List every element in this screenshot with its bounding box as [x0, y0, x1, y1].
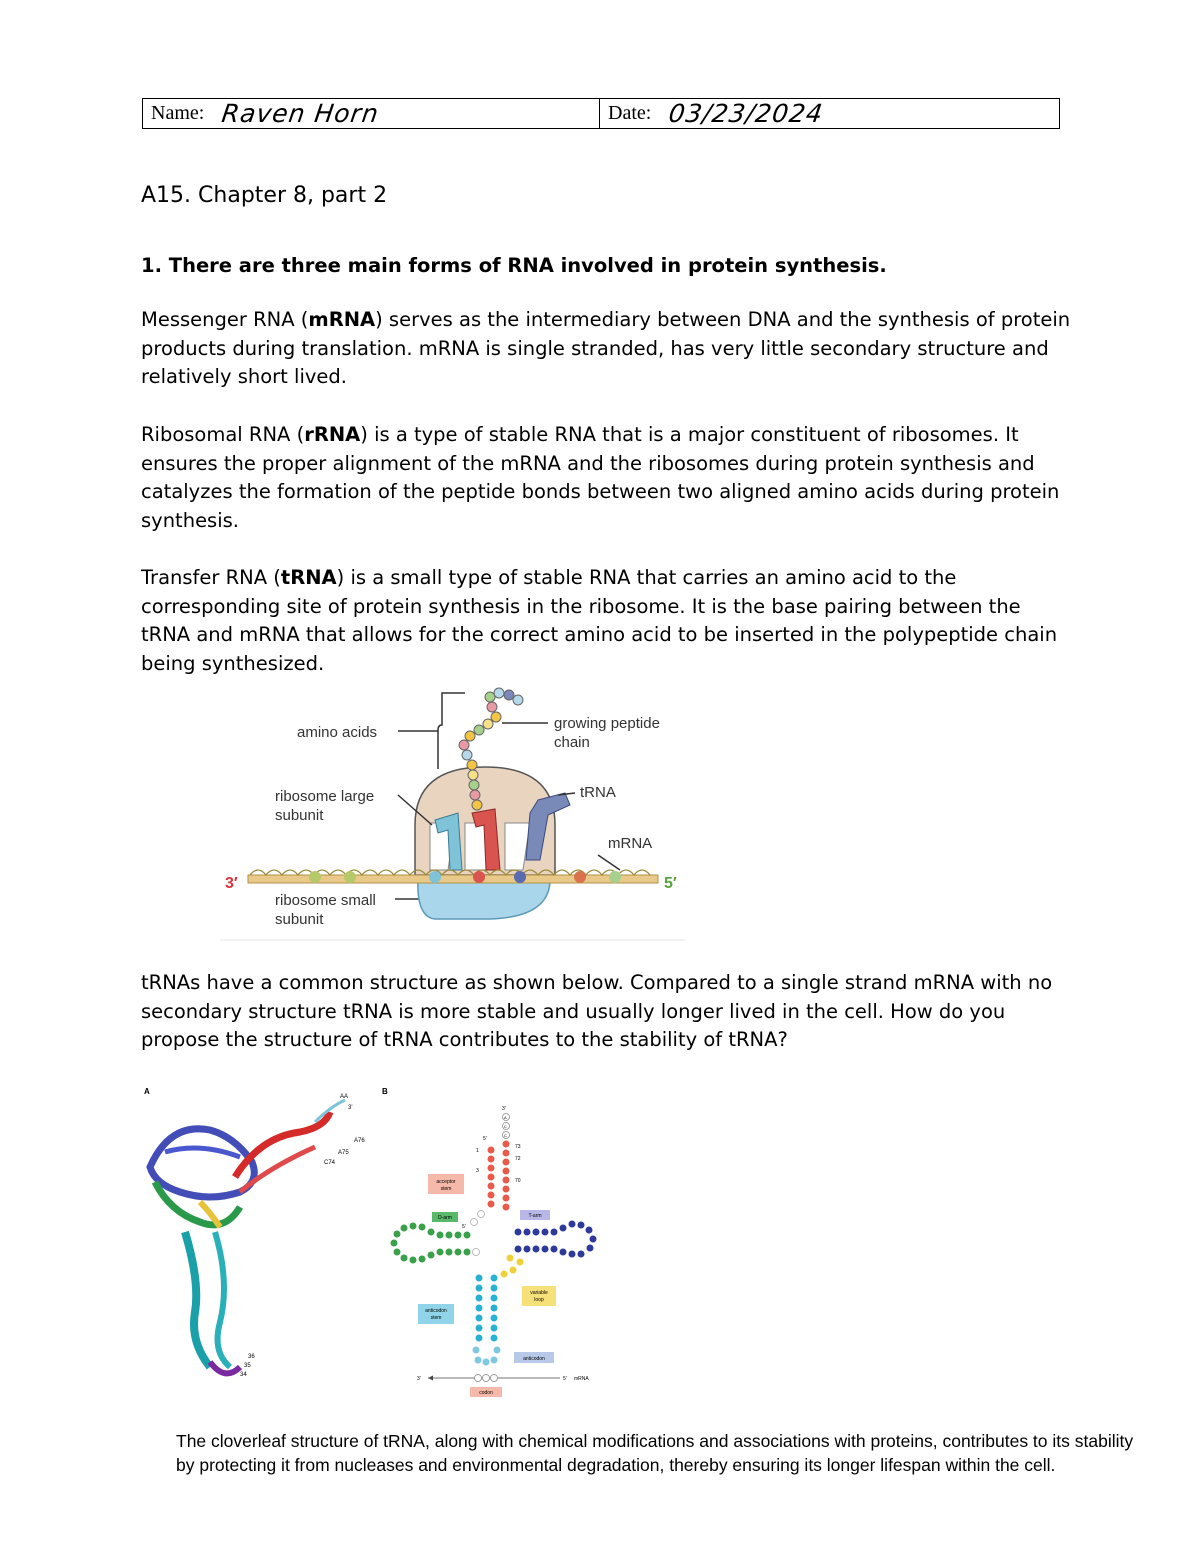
base: [476, 1315, 483, 1322]
label-n73: 73: [515, 1144, 521, 1150]
mrna-paragraph: [141, 306, 1071, 392]
base: [578, 1251, 585, 1258]
base: [401, 1225, 408, 1232]
aa-bead: [469, 780, 479, 790]
variable-loop-tag: [522, 1286, 556, 1306]
base: [542, 1246, 549, 1253]
label-34: 34: [240, 1372, 247, 1378]
anticodon-stem-tag: [418, 1304, 454, 1324]
base: [542, 1229, 549, 1236]
label-a76: A76: [354, 1138, 365, 1144]
acceptor-stem: [488, 1141, 510, 1211]
base: [491, 1357, 498, 1364]
label-mrna: mRNA: [608, 835, 653, 852]
structure-question: tRNAs have a common structure as shown below. Compared to a single strand mRNA with no secondary structure tRNA is more stable and usually longer lived in the cell. How do you propose the structure of tRNA contributes to the stability of tRNA?: [141, 971, 1053, 1052]
base: [437, 1232, 444, 1239]
base: [471, 1219, 478, 1226]
leader-line: [598, 855, 620, 870]
base: [476, 1305, 483, 1312]
base: [488, 1147, 495, 1154]
aa-bead: [462, 750, 472, 760]
base: [551, 1246, 558, 1253]
trna-post: ) is a small type of stable RNA that carries an amino acid to the corresponding site of protein synthesis in the ribosome. It is the base pairing between the tRNA and mRNA that allows for the correct amino acid to be inserted in the polypeptide chain being synthesized.: [141, 566, 1058, 675]
base: [533, 1229, 540, 1236]
label-mrna-3: 3': [417, 1376, 421, 1382]
base: [569, 1251, 576, 1258]
base: [488, 1201, 495, 1208]
base: [455, 1232, 462, 1239]
ribbon-strand: [215, 1232, 230, 1367]
label-large-2: subunit: [275, 807, 324, 824]
base: [464, 1249, 471, 1256]
leader-line: [558, 793, 575, 795]
base: [428, 1252, 435, 1259]
aa-bead: [472, 800, 482, 810]
base: [494, 1347, 501, 1354]
base: [437, 1249, 444, 1256]
base: [533, 1246, 540, 1253]
label-n70: 70: [515, 1178, 521, 1184]
label-aa: AA: [340, 1094, 349, 1100]
codon-bump: [309, 871, 321, 883]
base: [428, 1229, 435, 1236]
base: [586, 1227, 593, 1234]
label-acceptor-2: stem: [440, 1186, 452, 1192]
label-acceptor-1: acceptor: [436, 1179, 456, 1185]
assignment-title: A15. Chapter 8, part 2: [141, 183, 388, 208]
base: [503, 1195, 510, 1202]
base: [491, 1285, 498, 1292]
base: [503, 1159, 510, 1166]
mrna-pre: Messenger RNA (: [141, 308, 309, 331]
mrna-abbr: mRNA: [308, 308, 376, 331]
date-cell: [600, 99, 1059, 128]
base: [473, 1249, 480, 1256]
aa-bead: [504, 690, 514, 700]
label-n72: 72: [515, 1156, 521, 1162]
base: [488, 1192, 495, 1199]
base: [560, 1249, 567, 1256]
anticodon-stem: [473, 1275, 501, 1366]
base: [491, 1305, 498, 1312]
base: [491, 1335, 498, 1342]
label-5prime-left: 5': [462, 1224, 466, 1230]
base: [419, 1256, 426, 1263]
rrna-pre: Ribosomal RNA (: [141, 423, 305, 446]
base: [488, 1183, 495, 1190]
aa-bead: [491, 712, 501, 722]
trna-paragraph: [141, 564, 1071, 678]
base: [491, 1295, 498, 1302]
base: [578, 1222, 585, 1229]
base: [391, 1240, 398, 1247]
trna-abbr: tRNA: [280, 566, 337, 589]
label-large-1: ribosome large: [275, 788, 375, 805]
base: [401, 1255, 408, 1262]
amino-acids-bracket: [438, 693, 465, 769]
aa-bead: [494, 688, 504, 698]
codon-bump: [609, 871, 621, 883]
label-35: 35: [244, 1363, 251, 1369]
base: [524, 1229, 531, 1236]
base: [491, 1315, 498, 1322]
base: [446, 1232, 453, 1239]
base: [478, 1211, 485, 1218]
aa-bead: [459, 740, 469, 750]
aa-bead: [513, 695, 523, 705]
codon-base: [491, 1375, 498, 1382]
base: [551, 1229, 558, 1236]
label-small-2: subunit: [275, 911, 324, 928]
base: [446, 1249, 453, 1256]
label-3prime-a: 3': [348, 1105, 353, 1111]
panel-b-label: B: [382, 1087, 388, 1096]
d-arm: [391, 1223, 480, 1264]
translation-diagram: [220, 685, 690, 945]
base: [476, 1335, 483, 1342]
label-small-1: ribosome small: [275, 892, 376, 909]
base-c1: C: [504, 1124, 507, 1129]
label-c74: C74: [324, 1160, 336, 1166]
base: [488, 1156, 495, 1163]
base: [503, 1150, 510, 1157]
base: [488, 1174, 495, 1181]
trna-cloverleaf: [391, 1106, 597, 1397]
date-label: Date:: [608, 102, 652, 124]
base: [569, 1221, 576, 1228]
base: [515, 1229, 522, 1236]
label-3prime-top: 3': [502, 1106, 506, 1112]
name-date-table: [142, 98, 1060, 129]
aa-bead: [465, 731, 475, 741]
label-three-prime: 3′: [225, 875, 238, 892]
base: [488, 1165, 495, 1172]
trna-3d-model: [150, 1094, 365, 1378]
base: [483, 1359, 490, 1366]
label-anticodon: anticodon: [523, 1356, 545, 1362]
label-anticodon-stem-1: anticodon: [425, 1308, 447, 1314]
aa-bead: [487, 702, 497, 712]
base: [503, 1186, 510, 1193]
variable-loop: [501, 1255, 524, 1278]
label-trna: tRNA: [580, 784, 616, 801]
name-label: Name:: [151, 102, 205, 124]
label-five-prime: 5′: [664, 875, 677, 892]
label-5prime-top: 5': [483, 1136, 487, 1142]
label-variable-1: variable: [530, 1290, 548, 1296]
base: [587, 1245, 594, 1252]
label-mrna: mRNA: [574, 1376, 589, 1382]
codon-bump: [473, 871, 485, 883]
base: [476, 1325, 483, 1332]
base: [560, 1225, 567, 1232]
label-d-arm: D-arm: [438, 1215, 452, 1221]
codon-bump: [344, 871, 356, 883]
base: [503, 1177, 510, 1184]
mrna-post: ) serves as the intermediary between DNA and the synthesis of protein products during translation. mRNA is single stranded, has very little secondary structure and relatively short lived.: [141, 308, 1071, 389]
base: [501, 1271, 508, 1278]
name-handwritten: Raven Horn: [220, 99, 382, 128]
mrna-arrow-icon: [428, 1376, 433, 1381]
base: [464, 1232, 471, 1239]
name-cell: [143, 99, 600, 128]
date-handwritten: 03/23/2024: [667, 99, 826, 128]
codon-bump: [514, 871, 526, 883]
label-n3: 3: [476, 1168, 479, 1174]
t-arm: [515, 1221, 597, 1258]
d-arm-ribbon: [150, 1129, 254, 1197]
rrna-paragraph: [141, 421, 1071, 535]
label-n1: 1: [476, 1148, 479, 1154]
base: [394, 1231, 401, 1238]
base: [503, 1204, 510, 1211]
aa-bead: [470, 790, 480, 800]
aa-bead: [467, 760, 477, 770]
base: [410, 1223, 417, 1230]
label-growing-2: chain: [554, 734, 590, 751]
base: [476, 1275, 483, 1282]
rrna-post: ) is a type of stable RNA that is a major constituent of ribosomes. It ensures the proper alignment of the mRNA and the ribosomes during protein synthesis and catalyzes the formation of the peptide bonds between two aligned amino acids during protein synthesis.: [141, 423, 1060, 532]
aa-bead: [474, 725, 484, 735]
label-codon: codon: [479, 1390, 493, 1396]
base: [507, 1255, 514, 1262]
aa-bead: [485, 692, 495, 702]
student-answer: The cloverleaf structure of tRNA, along with chemical modifications and associations with proteins, contributes to its stability by protecting it from nucleases and environmental degradation, thereby ensuring its longer lifespan within the cell.: [176, 1431, 1134, 1475]
anticodon-stem-ribbon: [185, 1232, 210, 1367]
label-mrna-5: 5': [563, 1376, 567, 1382]
base: [503, 1141, 510, 1148]
rrna-abbr: rRNA: [304, 423, 361, 446]
base-c2: C: [504, 1133, 507, 1138]
base: [517, 1259, 524, 1266]
aa-bead: [468, 770, 478, 780]
base: [491, 1275, 498, 1282]
label-growing-1: growing peptide: [554, 715, 660, 732]
aa-bead: [483, 719, 493, 729]
base: [590, 1236, 597, 1243]
label-variable-2: loop: [534, 1297, 544, 1303]
trna-pre: Transfer RNA (: [141, 566, 281, 589]
base: [510, 1267, 517, 1274]
base: [473, 1347, 480, 1354]
base: [419, 1224, 426, 1231]
codon-bump: [574, 871, 586, 883]
label-t-arm: T-arm: [528, 1213, 542, 1219]
ribbon-strand: [165, 1148, 240, 1157]
question-1: 1. There are three main forms of RNA involved in protein synthesis.: [141, 254, 887, 277]
base: [394, 1249, 401, 1256]
label-amino-acids: amino acids: [297, 724, 378, 741]
base: [503, 1168, 510, 1175]
codon-bump: [429, 871, 441, 883]
trna-structure-figure: [140, 1082, 620, 1402]
base: [475, 1357, 482, 1364]
base: [476, 1285, 483, 1292]
panel-a-label: A: [144, 1087, 150, 1096]
label-36: 36: [248, 1354, 255, 1360]
label-a75: A75: [338, 1150, 349, 1156]
base: [410, 1257, 417, 1264]
base: [455, 1249, 462, 1256]
base: [476, 1295, 483, 1302]
base: [524, 1246, 531, 1253]
base: [491, 1325, 498, 1332]
base: [515, 1246, 522, 1253]
codon-base: [483, 1375, 490, 1382]
base-a: A: [504, 1115, 507, 1120]
label-anticodon-stem-2: stem: [430, 1315, 442, 1321]
codon-base: [475, 1375, 482, 1382]
